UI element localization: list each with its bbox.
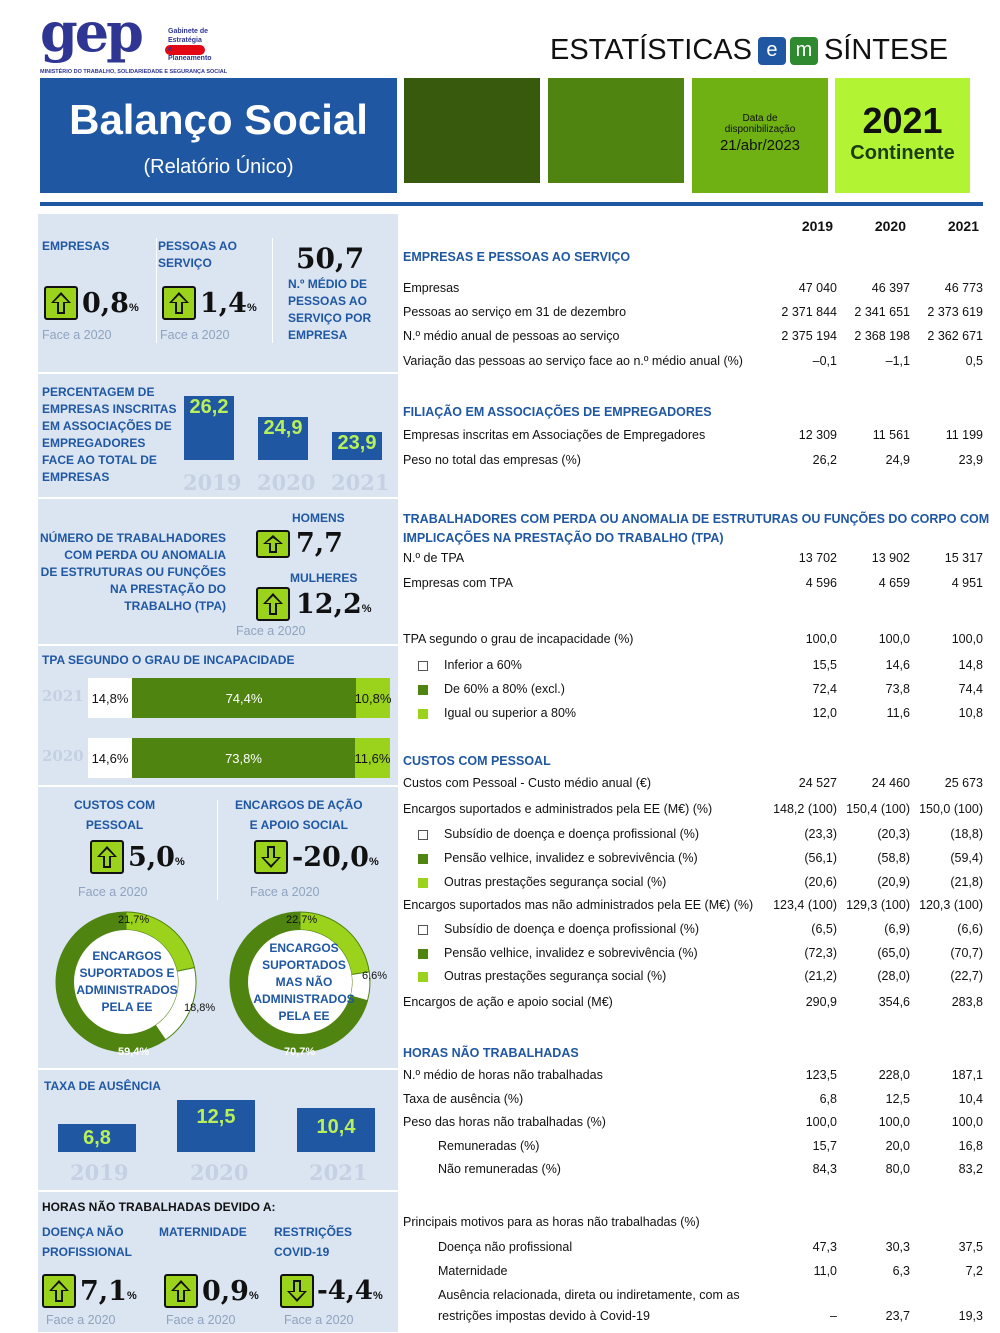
table-row: Encargos suportados e administrados pela EE (M€) (%) 148,2 (100) 150,4 (100) 150,0 (100) <box>403 802 983 816</box>
donut1-a: 21,7% <box>118 914 150 926</box>
mulheres-kpi: 12,2 % <box>256 587 372 621</box>
ausencia-bar-2019: 6,8 <box>58 1124 136 1152</box>
assoc-year: 2021 <box>331 470 390 495</box>
donut2-c: 70,7% <box>284 1046 316 1058</box>
grau-bar-2021 <box>88 678 390 718</box>
empresas-kpi: 0,8 % <box>44 286 139 320</box>
doenca-label: DOENÇA NÃO PROFISSIONAL <box>42 1225 133 1259</box>
header-rule <box>40 202 983 206</box>
logo <box>40 0 228 77</box>
homens-label: HOMENS <box>292 511 345 525</box>
donut1-c: 59,4% <box>118 1046 150 1058</box>
donut2-a: 22,7% <box>286 914 318 926</box>
legend-green-square <box>418 854 428 864</box>
table-row: N.º médio de horas não trabalhadas 123,5 228,0 187,1 <box>403 1068 983 1082</box>
face-note: Face a 2020 <box>42 328 112 342</box>
title-box <box>40 78 397 193</box>
table-row: Pensão velhice, invalidez e sobrevivência (%) (72,3) (65,0) (70,7) <box>403 944 983 962</box>
ausencia-bar-2021: 10,4 <box>297 1108 375 1152</box>
arrow-up-icon <box>256 530 290 558</box>
face-note: Face a 2020 <box>46 1313 116 1327</box>
table-row: Igual ou superior a 80% 12,0 11,6 10,8 <box>403 704 983 722</box>
legend-lime-square <box>418 972 428 982</box>
separator <box>38 644 398 646</box>
table-row: Outras prestações segurança social (%) (21,2) (28,0) (22,7) <box>403 967 983 985</box>
tpa-label: NÚMERO DE TRABALHADORES COM PERDA OU ANOMALIA DE ESTRUTURAS OU FUNÇÕES NA PRESTAÇÃO DO TRABALHO (TPA) <box>40 531 226 613</box>
table-row: Custos com Pessoal - Custo médio anual (€) 24 527 24 460 25 673 <box>403 776 983 790</box>
page-title: Balanço Social <box>69 96 368 143</box>
table-row: Variação das pessoas ao serviço face ao n.º médio anual (%) –0,1 –1,1 0,5 <box>403 354 983 368</box>
page-subtitle: (Relatório Único) <box>143 156 294 178</box>
grau-bar-2020 <box>88 738 390 778</box>
divider <box>156 238 157 343</box>
logo-text: gep <box>40 0 141 64</box>
legend-white-square <box>418 661 428 671</box>
doenca-kpi: 7,1 % <box>42 1274 137 1308</box>
table-row: Empresas inscritas em Associações de Empregadores 12 309 11 561 11 199 <box>403 428 983 442</box>
section-subtitle: Principais motivos para as horas não trabalhadas (%) <box>403 1215 700 1229</box>
empresas-label: EMPRESAS <box>42 239 110 253</box>
table-row: Maternidade 11,0 6,3 7,2 <box>438 1264 983 1278</box>
ausencia-title: TAXA DE AUSÊNCIA <box>44 1079 161 1093</box>
grau-seg-a: 14,6% <box>88 738 132 778</box>
region: Continente <box>850 142 955 164</box>
assoc-bar-2021: 23,9 <box>332 432 382 460</box>
arrow-up-icon <box>256 587 290 621</box>
assoc-year: 2020 <box>257 470 316 495</box>
legend-green-square <box>418 949 428 959</box>
table-row: Empresas com TPA 4 596 4 659 4 951 <box>403 576 983 590</box>
ausencia-year: 2021 <box>309 1160 368 1185</box>
assoc-bar-2019: 26,2 <box>184 396 234 460</box>
separator <box>38 1068 398 1070</box>
ministry: MINISTÉRIO DO TRABALHO, SOLIDARIEDADE E SEGURANÇA SOCIAL <box>40 69 228 75</box>
table-row: Pensão velhice, invalidez e sobrevivência (%) (56,1) (58,8) (59,4) <box>403 849 983 867</box>
covid-kpi: -4,4 % <box>280 1274 383 1308</box>
table-row: Inferior a 60% 15,5 14,6 14,8 <box>403 656 983 674</box>
donut2-b: 6,6% <box>362 970 388 982</box>
separator <box>38 497 398 499</box>
arrow-up-icon <box>44 286 78 320</box>
date-value: 21/abr/2023 <box>719 137 801 154</box>
grau-seg-c: 10,8% <box>356 678 390 718</box>
grau-year: 2021 <box>42 687 84 705</box>
grau-title: TPA SEGUNDO O GRAU DE INCAPACIDADE <box>42 653 295 667</box>
green-block-2 <box>548 78 684 183</box>
legend-white-square <box>418 830 428 840</box>
homens-kpi: 7,7 <box>256 528 343 559</box>
face-note: Face a 2020 <box>78 885 148 899</box>
grau-seg-c: 11,6% <box>355 738 390 778</box>
table-row: Peso no total das empresas (%) 26,2 24,9 23,9 <box>403 453 983 467</box>
face-note: Face a 2020 <box>166 1313 236 1327</box>
table-row: Taxa de ausência (%) 6,8 12,5 10,4 <box>403 1092 983 1106</box>
pessoas-kpi: 1,4 % <box>162 286 257 320</box>
table-row: Encargos suportados mas não administrados pela EE (M€) (%) 123,4 (100) 129,3 (100) 120,3 (100) <box>403 898 983 912</box>
divider <box>272 238 273 343</box>
table-row: Empresas 47 040 46 397 46 773 <box>403 281 983 295</box>
arrow-up-icon <box>164 1274 198 1308</box>
section-title: EMPRESAS E PESSOAS AO SERVIÇO <box>403 250 631 264</box>
ausencia-bar-2020: 12,5 <box>177 1100 255 1152</box>
custos-label: CUSTOS COM PESSOAL <box>74 798 156 832</box>
ausencia-year: 2019 <box>70 1160 129 1185</box>
table-row: Subsídio de doença e doença profissional (%) (6,5) (6,9) (6,6) <box>403 920 983 938</box>
medio-label: N.º MÉDIO DE PESSOAS AO SERVIÇO POR EMPRESA <box>288 277 372 342</box>
table-row: Ausência relacionada, direta ou indiretamente, com as <box>438 1288 740 1302</box>
donut2-label: ENCARGOS SUPORTADOS MAS NÃO ADMINISTRADOS PELA EE <box>253 941 355 1023</box>
section-title: FILIAÇÃO EM ASSOCIAÇÕES DE EMPREGADORES <box>403 405 712 419</box>
donut1-b: 18,8% <box>184 1002 216 1014</box>
grau-seg-b: 74,4% <box>132 678 356 718</box>
year-header: 2019 2020 2021 <box>801 218 979 234</box>
table-row: Subsídio de doença e doença profissional (%) (23,3) (20,3) (18,8) <box>403 825 983 843</box>
date-box: Data de disponibilização 21/abr/2023 <box>692 78 828 193</box>
arrow-up-icon <box>90 840 124 874</box>
divider <box>217 800 218 900</box>
mat-label: MATERNIDADE <box>159 1225 247 1239</box>
ausencia-year: 2020 <box>190 1160 249 1185</box>
series-e: e <box>758 37 786 65</box>
green-block-1 <box>404 78 540 183</box>
covid-label: RESTRIÇÕES COVID-19 <box>274 1225 353 1259</box>
table-row: N.º de TPA 13 702 13 902 15 317 <box>403 551 983 565</box>
arrow-up-icon <box>42 1274 76 1308</box>
arrow-down-icon <box>280 1274 314 1308</box>
table-row: De 60% a 80% (excl.) 72,4 73,8 74,4 <box>403 680 983 698</box>
assoc-bar-2020: 24,9 <box>258 417 308 460</box>
mat-kpi: 0,9 % <box>164 1274 259 1308</box>
pessoas-label: PESSOAS AO SERVIÇO <box>158 239 237 270</box>
series-m: m <box>790 37 818 65</box>
separator <box>38 1190 398 1192</box>
table-row: Outras prestações segurança social (%) (20,6) (20,9) (21,8) <box>403 873 983 891</box>
table-row: Não remuneradas (%) 84,3 80,0 83,2 <box>438 1162 983 1176</box>
series-title: ESTATÍSTICAS e m SÍNTESE <box>550 34 949 66</box>
assoc-label: PERCENTAGEM DE EMPRESAS INSCRITAS EM ASSOCIAÇÕES DE EMPREGADORES FACE AO TOTAL DE EMPRESAS <box>42 385 177 484</box>
table-row: N.º médio anual de pessoas ao serviço 2 375 194 2 368 198 2 362 671 <box>403 329 983 343</box>
arrow-up-icon <box>162 286 196 320</box>
medio-value: 50,7 <box>296 242 365 275</box>
legend-green-square <box>418 685 428 695</box>
face-note: Face a 2020 <box>160 328 230 342</box>
custos-kpi: 5,0 % <box>90 840 185 874</box>
assoc-year: 2019 <box>183 470 242 495</box>
separator <box>38 372 398 374</box>
face-note: Face a 2020 <box>250 885 320 899</box>
legend-white-square <box>418 925 428 935</box>
face-note: Face a 2020 <box>236 624 306 638</box>
table-row: Peso das horas não trabalhadas (%) 100,0 100,0 100,0 <box>403 1115 983 1129</box>
arrow-down-icon <box>254 840 288 874</box>
table-row: TPA segundo o grau de incapacidade (%) 100,0 100,0 100,0 <box>403 632 983 646</box>
donut1-label: ENCARGOS SUPORTADOS E ADMINISTRADOS PELA EE <box>76 949 178 1014</box>
legend-lime-square <box>418 878 428 888</box>
mulheres-label: MULHERES <box>290 571 358 585</box>
table-row: Remuneradas (%) 15,7 20,0 16,8 <box>438 1139 983 1153</box>
separator <box>38 785 398 787</box>
section-title: HORAS NÃO TRABALHADAS <box>403 1046 579 1060</box>
table-row: Pessoas ao serviço em 31 de dezembro 2 371 844 2 341 651 2 373 619 <box>403 305 983 319</box>
grau-seg-a: 14,8% <box>88 678 132 718</box>
table-row: Encargos de ação e apoio social (M€) 290,9 354,6 283,8 <box>403 995 983 1009</box>
year-box <box>835 78 970 193</box>
encargos-kpi: -20,0 % <box>254 840 379 874</box>
legend-lime-square <box>418 709 428 719</box>
horas-title: HORAS NÃO TRABALHADAS DEVIDO A: <box>42 1200 276 1214</box>
table-row: restrições impostas devido à Covid-19 – 23,7 19,3 <box>438 1309 983 1323</box>
section-title: TRABALHADORES COM PERDA OU ANOMALIA DE ESTRUTURAS OU FUNÇÕES DO CORPO COM IMPLICAÇÕES NA PRESTAÇÃO DO TRABALHO (TPA) <box>403 512 990 545</box>
grau-seg-b: 73,8% <box>132 738 355 778</box>
grau-year: 2020 <box>42 747 84 765</box>
face-note: Face a 2020 <box>284 1313 354 1327</box>
encargos-label: ENCARGOS DE AÇÃO E APOIO SOCIAL <box>235 798 363 832</box>
logo-sub: Gabinete de Estratégia e Planeamento <box>168 28 212 62</box>
year: 2021 <box>862 100 943 141</box>
section-title: CUSTOS COM PESSOAL <box>403 754 551 768</box>
table-row: Doença não profissional 47,3 30,3 37,5 <box>438 1240 983 1254</box>
